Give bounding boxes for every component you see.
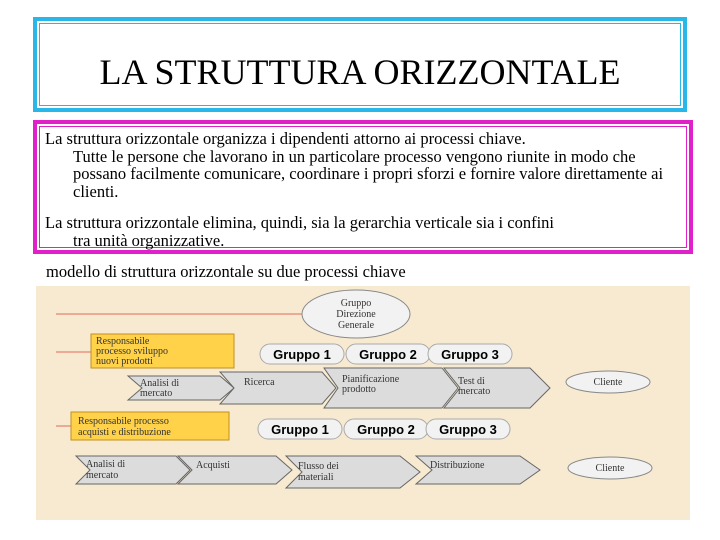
process2-step-1-line-1: Analisi di [86,459,126,470]
process2-owner-line-1: Responsabile processo [78,416,169,427]
process1-owner-line-2: processo sviluppo [96,346,168,357]
process1-step-4-line-2: mercato [458,386,491,397]
process2-group-2: Gruppo 2 [357,422,415,437]
process1-arrow-2 [220,372,336,404]
process1-group-3: Gruppo 3 [441,347,499,362]
diagram-caption: modello di struttura orizzontale su due processi chiave [46,262,406,281]
paragraph-1-continuation: Tutte le persone che lavorano in un particolare processo vengono riunite in modo che possano facilmente comunicare, coordinare i propri sforzi e fornire valore direttamente ai clienti. [73,146,664,201]
process1-step-2-line-1: Ricerca [244,377,275,388]
process-diagram [36,286,690,520]
process1-step-1-line-1: Analisi di [140,378,180,389]
process2-step-2-line-1: Acquisti [196,460,230,471]
top-node-line-3: Generale [337,320,375,331]
process1-owner-line-1: Responsabile [96,336,150,347]
process1-step-3-line-1: Pianificazione [342,374,400,385]
process1-group-1: Gruppo 1 [273,347,331,362]
title-frame [33,17,687,112]
slide-title: LA STRUTTURA ORIZZONTALE [99,52,621,92]
process2-step-1-line-2: mercato [86,470,119,481]
process1-step-4-line-1: Test di [458,376,485,387]
paragraph-1 [45,130,685,200]
process1-customer: Cliente [593,377,623,388]
text-frame [33,120,693,254]
process2-step-3-line-2: materiali [298,472,334,483]
paragraph-1-first-line: La struttura orizzontale organizza i dipendenti attorno ai processi chiave. [45,129,526,148]
process2-step-4-line-1: Distribuzione [430,460,485,471]
process2-step-3-line-1: Flusso dei [298,461,339,472]
paragraph-2-continuation: tra unità organizzative. [73,230,225,250]
process2-group-1: Gruppo 1 [271,422,329,437]
process2-customer: Cliente [595,463,625,474]
top-node-line-1: Gruppo [340,298,372,309]
process2-owner-line-2: acquisti e distribuzione [78,427,171,438]
process1-step-3-line-2: prodotto [342,384,376,395]
paragraph-2-first-line: La struttura orizzontale elimina, quindi, sia la gerarchia verticale sia i confini [45,213,555,232]
paragraph-2 [45,214,685,249]
process2-group-3: Gruppo 3 [439,422,497,437]
top-node-line-2: Direzione [336,309,376,320]
process1-group-2: Gruppo 2 [359,347,417,362]
process1-owner-line-3: nuovi prodotti [96,356,153,367]
process-diagram-svg [36,286,690,520]
process1-step-1-line-2: mercato [140,388,173,399]
